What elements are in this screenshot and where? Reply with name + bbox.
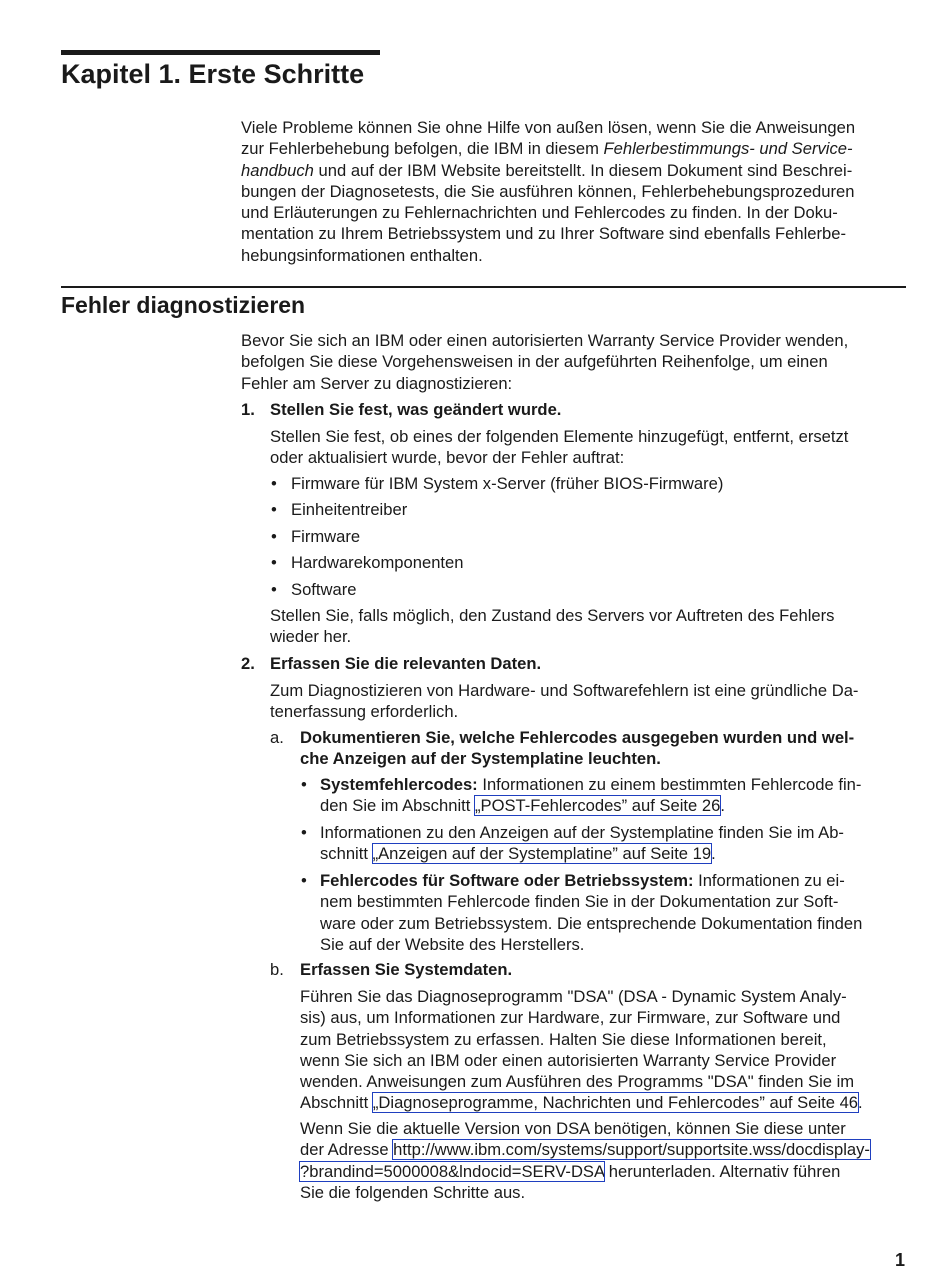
list-item: Hardwarekomponenten [291,553,464,572]
step-2-heading: Erfassen Sie die relevanten Daten. [270,654,542,673]
post-error-codes-link[interactable]: „POST-Fehlercodes” auf Seite 26 [474,796,721,816]
bullet-mark: • [301,823,307,842]
dsa-paragraph: Führen Sie das Diagnoseprogramm "DSA" (DSA - Dynamic System Analy- sis) aus, um Informationen zur Hardware, zur Firmware, zur Software und zum Betriebssystem zu erfassen. Halten Sie diese Informationen bereit, wenn Sie sich an IBM oder einen autorisierten Warranty Service Provider wenden. Anweisungen zum Ausführen des Programms "DSA" finden Sie im Abschnitt „Diagnoseprogramme, Nachrichten und Fehlercodes” auf Seite 46. [300,987,863,1113]
section-intro: Bevor Sie sich an IBM oder einen autorisierten Warranty Service Provider wenden, befolgen Sie diese Vorgehensweisen in der aufgeführten Reihenfolge, um einen Fehler am Server zu diagnostizieren: [241,331,849,393]
step-2-number: 2. [241,654,255,673]
page-number: 1 [895,1250,906,1270]
list-item: Software [291,580,357,599]
substep-b-heading: Erfassen Sie Systemdaten. [300,960,513,979]
dsa-download-paragraph: Wenn Sie die aktuelle Version von DSA benötigen, können Sie diese unter der Adresse http://www.ibm.com/systems/support/supportsite.wss/docdisplay- ?brandind=5000008&lndocid=SERV-DSA herunterladen. Alternativ führen Sie die folgenden Schritte aus. [300,1119,870,1202]
list-item: Firmware für IBM System x-Server (früher BIOS-Firmware) [291,474,724,493]
dsa-download-link-continued[interactable]: ?brandind=5000008&lndocid=SERV-DSA [300,1161,605,1181]
software-error-codes-item: Fehlercodes für Software oder Betriebssystem: Informationen zu ei- nem bestimmten Fehlercode finden Sie in der Dokumentation zur Soft- ware oder zum Betriebssystem. Die entsprechende Dokumentation finden Sie auf der Website des Herstellers. [320,871,863,954]
chapter-title: Kapitel 1. Erste Schritte [61,59,365,89]
step-1-text: Stellen Sie fest, ob eines der folgenden Elemente hinzugefügt, entfernt, ersetzt oder aktualisiert wurde, bevor der Fehler auftrat: [270,427,849,468]
diagnostic-programs-link[interactable]: „Diagnoseprogramme, Nachrichten und Fehlercodes” auf Seite 46 [372,1093,859,1113]
step-1-after-text: Stellen Sie, falls möglich, den Zustand des Servers vor Auftreten des Fehlers wieder her. [270,606,835,647]
step-2-text: Zum Diagnostizieren von Hardware- und Softwarefehlern ist eine gründliche Da- tenerfassung erforderlich. [270,681,859,722]
bullet-mark: • [301,871,307,890]
bullet-mark: • [271,474,277,493]
system-board-leds-item: Informationen zu den Anzeigen auf der Systemplatine finden Sie im Ab- schnitt „Anzeigen auf der Systemplatine” auf Seite 19. [320,823,844,864]
list-item: Firmware [291,527,361,546]
bullet-mark: • [271,580,277,599]
list-item: Einheitentreiber [291,500,408,519]
step-1-heading: Stellen Sie fest, was geändert wurde. [270,400,562,419]
system-board-leds-link[interactable]: „Anzeigen auf der Systemplatine” auf Seite 19 [372,844,712,864]
intro-paragraph: Viele Probleme können Sie ohne Hilfe von außen lösen, wenn Sie die Anweisungen zur Fehlerbehebung befolgen, die IBM in diesem Fehlerbestimmungs- und Service- handbuch und auf der IBM Website bereitstellt. In diesem Dokument sind Beschrei- bungen der Diagnosetests, die Sie ausführen können, Fehlerbehebungsprozeduren und Erläuterungen zu Fehlernachrichten und Fehlercodes zu finden. In der Doku- mentation zu Ihrem Betriebssystem und zu Ihrer Software sind ebenfalls Fehlerbe- hebungsinformationen enthalten. [241,118,856,265]
bullet-mark: • [271,527,277,546]
section-rule [61,286,906,288]
step-1-number: 1. [241,400,255,419]
substep-a-letter: a. [270,728,284,747]
substep-b-letter: b. [270,960,284,979]
bullet-mark: • [271,500,277,519]
bullet-mark: • [301,775,307,794]
bullet-mark: • [271,553,277,572]
system-error-codes-item: Systemfehlercodes: Informationen zu einem bestimmten Fehlercode fin- den Sie im Abschnitt „POST-Fehlercodes” auf Seite 26. [320,775,862,816]
section-title: Fehler diagnostizieren [61,292,306,318]
substep-a-heading: Dokumentieren Sie, welche Fehlercodes ausgegeben wurden und wel- che Anzeigen auf der Systemplatine leuchten. [300,728,855,769]
chapter-rule [61,50,380,55]
dsa-download-link[interactable]: http://www.ibm.com/systems/support/supportsite.wss/docdisplay- [393,1140,870,1160]
